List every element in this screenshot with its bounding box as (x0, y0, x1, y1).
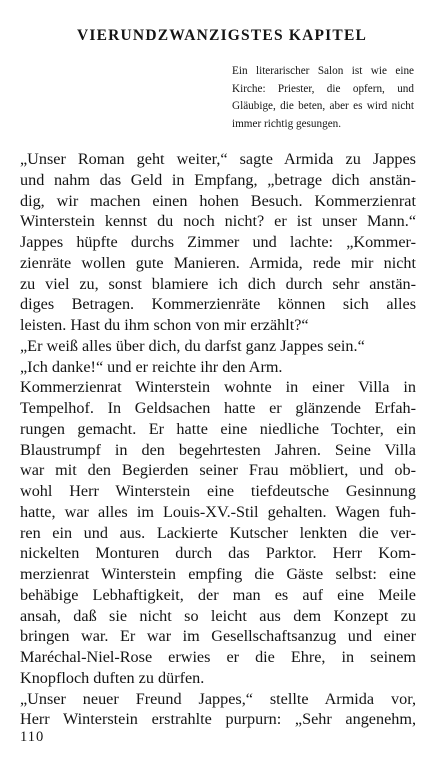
text-line: hatte, war alles im Louis-XV.-Stil gehalten. Wagen fuh- (20, 502, 416, 521)
body-text (20, 149, 416, 730)
text-line: ansah, daß sie nicht so leicht aus dem Konzept zu (20, 606, 416, 625)
text-line: „Er weiß alles über dich, du darfst ganz Jappes sein.“ (20, 336, 365, 355)
text-line: Kommerzienrat Winterstein wohnte in einer Villa in (20, 378, 416, 397)
text-line: Tempelhof. In Geldsachen hatte er glänzende Erfah- (20, 399, 416, 417)
text-line: wohl Herr Winterstein eine tiefdeutsche Gesinnung (20, 482, 416, 500)
text-line: Herr Winterstein erstrahlte purpurn: „Sehr angenehm, (20, 710, 416, 729)
text-line: behäbige Lebhaftigkeit, der man es auf eine Meile (20, 585, 416, 604)
text-line: und nahm das Geld in Empfang, „betrage dich anstän- (20, 170, 416, 189)
text-line: nickelten Monturen durch das Parktor. Herr Kom- (20, 544, 416, 563)
text-line: merzienrat Winterstein empfing die Gäste selbst: eine (20, 565, 416, 583)
text-line: war mit den Begierden seiner Frau möbliert, und ob- (20, 461, 416, 480)
text-line: ren ein und aus. Lackierte Kutscher lenkten die ver- (20, 523, 416, 542)
text-line: rungen gemacht. Er hatte eine niedliche Tochter, ein (20, 419, 416, 438)
text-line: „Unser neuer Freund Jappes,“ stellte Armida vor, (20, 689, 416, 708)
text-line: Blaustrumpf in den begehrtesten Jahren. Seine Villa (20, 440, 416, 459)
chapter-title: VIERUNDZWANZIGSTES KAPITEL (76, 27, 368, 44)
page-number: 110 (20, 729, 45, 745)
text-line: Knopfloch duften zu dürfen. (20, 668, 205, 687)
text-line: leisten. Hast du ihm schon von mir erzählt?“ (20, 316, 309, 334)
text-line: dig, wir machen einen hohen Besuch. Kommerzienrat (20, 191, 416, 210)
text-line: bringen war. Er war im Gesellschaftsanzug und einer (20, 627, 416, 646)
text-line: „Ich danke!“ und er reichte ihr den Arm. (20, 357, 283, 376)
text-line: Jappes hüpfte durchs Zimmer und lachte: „Kommer- (20, 233, 416, 251)
text-line: zu viel zu, sonst blamiere ich dich durch sehr anstän- (20, 274, 416, 293)
chapter-motto: Ein literarischer Salon ist wie eine Kirche: Priester, die opfern, und Gläubige, die beten, aber es wird nicht immer richtig gesungen. (232, 65, 414, 130)
text-line: Maréchal-Niel-Rose erwies er die Ehre, in seinem (20, 648, 416, 666)
text-line: Winterstein kennst du noch nicht? er ist unser Mann.“ (20, 212, 416, 231)
text-line: „Unser Roman geht weiter,“ sagte Armida zu Jappes (20, 150, 416, 168)
text-line: diges Betragen. Kommerzienräte können sich alles (20, 295, 416, 314)
text-line: zienräte wollen gute Manieren. Armida, rede mir nicht (20, 253, 416, 272)
